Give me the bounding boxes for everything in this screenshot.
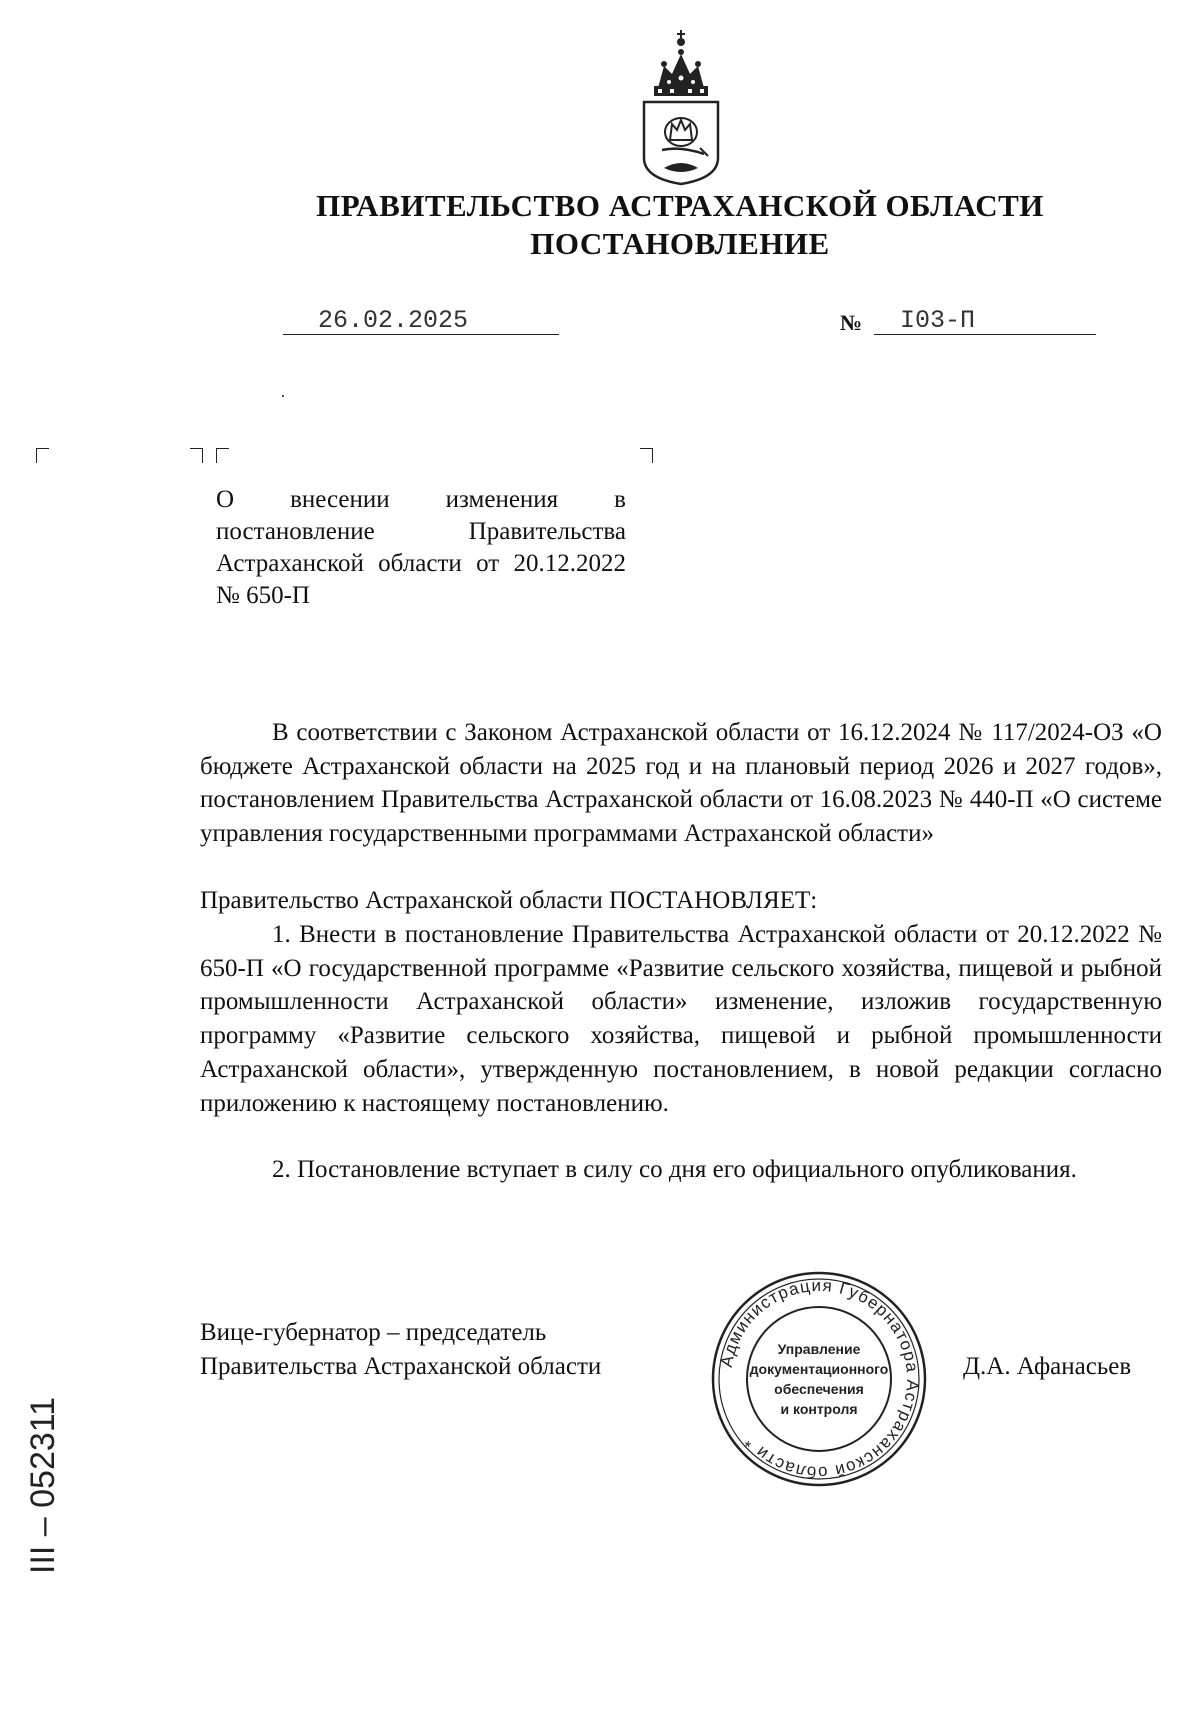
signatory-title-line-1: Вице-губернатор – председатель	[200, 1319, 547, 1346]
document-subject: О внесении изменения в постановление Правительства Астраханской области от 20.12.2022 № 650-П	[216, 486, 626, 609]
corner-mark-left	[36, 448, 49, 463]
document-type: ПОСТАНОВЛЕНИЕ	[530, 226, 830, 261]
stamp-inner-line-2: документационного	[749, 1361, 889, 1377]
official-stamp	[708, 1268, 930, 1490]
registry-number: ІІІ – 052311	[24, 1396, 62, 1574]
signatory-title	[200, 1316, 601, 1384]
stamp-inner-line-1: Управление	[777, 1341, 861, 1357]
organization-name: ПРАВИТЕЛЬСТВО АСТРАХАНСКОЙ ОБЛАСТИ	[316, 188, 1044, 223]
preamble-paragraph: В соответствии с Законом Астраханской области от 16.12.2024 № 117/2024-ОЗ «О бюджете Астраханской области на 2025 год и на плановый период 2026 и 2027 годов», постановлением Правительства Астраханской области от 16.08.2023 № 440-П «О системе управления государственными программами Астраханской области»	[200, 719, 1162, 848]
speck	[282, 395, 284, 397]
document-date: 26.02.2025	[318, 306, 469, 335]
coat-of-arms-icon	[636, 28, 726, 188]
item-1-paragraph: 1. Внести в постановление Правительства Астраханской области от 20.12.2022 № 650-П «О государственной программе «Развитие сельского хозяйства, пищевой и рыбной промышленности Астраханской области» изменение, изложив государственную программу «Развитие сельского хозяйства, пищевой и рыбной промышленности Астраханской области», утвержденную постановлением, в новой редакции согласно приложению к настоящему постановлению.	[200, 921, 1162, 1117]
number-sign: №	[840, 310, 863, 335]
document-number: I03-П	[900, 306, 976, 335]
signatory-title-line-2: Правительства Астраханской области	[200, 1353, 602, 1380]
corner-mark-subject-start-right	[190, 448, 203, 463]
corner-mark-subject-end	[640, 448, 653, 463]
stamp-inner-line-3: обеспечения	[774, 1381, 864, 1397]
date-underline	[283, 334, 559, 335]
item-2-paragraph: 2. Постановление вступает в силу со дня его официального опубликования.	[272, 1156, 1077, 1183]
stamp-inner-line-4: и контроля	[780, 1401, 858, 1417]
stamp-outer-text: Администрация Губернатора Астраханской области *	[716, 1275, 923, 1483]
corner-mark-subject-start	[216, 448, 229, 463]
signatory-name: Д.А. Афанасьев	[963, 1353, 1132, 1380]
number-underline	[874, 334, 1096, 335]
resolution-clause: Правительство Астраханской области ПОСТАНОВЛЯЕТ:	[200, 887, 818, 914]
